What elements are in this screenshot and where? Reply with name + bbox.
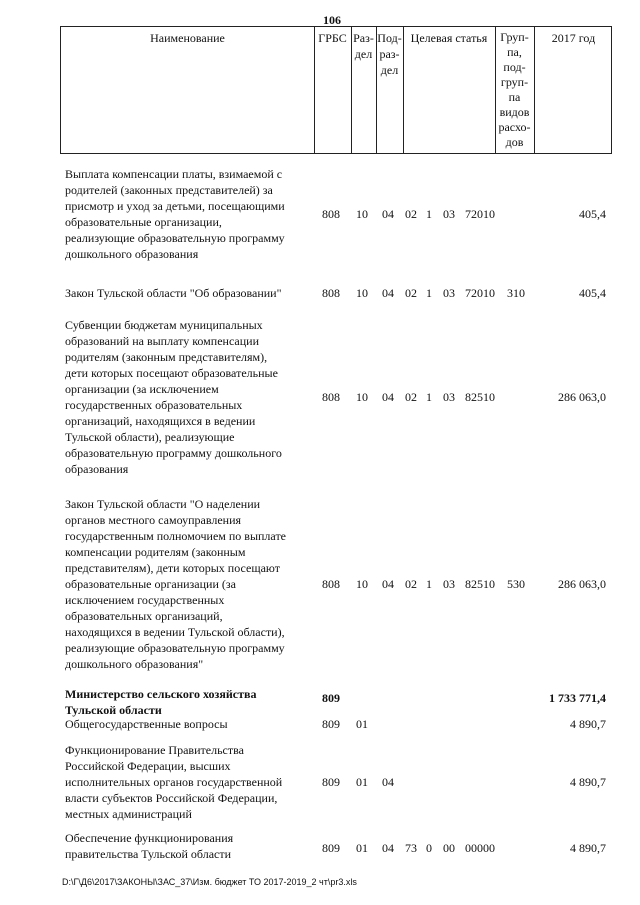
row-name-line: образовательную программу дошкольного [65,446,282,460]
row-cell-cs2: 1 [426,577,432,591]
row-name-line: государственных образовательных [65,398,243,412]
row-name-line: находящихся в ведении Тульской области), [65,625,285,639]
row-cell-cs3: 03 [443,390,455,404]
row-name-line: присмотр и уход за детьми, посещающими [65,199,285,213]
page-number: 106 [323,13,341,27]
row-cell-cs4: 00000 [465,841,495,855]
row-name-line: дошкольного образования [65,247,199,261]
row-cell-pr: 04 [382,286,394,300]
row-cell-vr: 310 [507,286,525,300]
row-cell-pr: 04 [382,841,394,855]
row-name-line: реализующие образовательную программу [65,231,285,245]
row-name [65,686,345,718]
row-cell-cs1: 02 [405,390,417,404]
header-grbs: ГРБС [318,31,347,45]
row-cell-grbs: 809 [322,717,340,731]
row-name-line: местных администраций [65,807,192,821]
row-sum: 1 733 771,4 [549,691,606,705]
row-name-line: дети которых посещают образовательные [65,366,278,380]
row-cell-grbs: 809 [322,691,340,705]
row-name-line: родителям (законным представителям), [65,350,268,364]
row-name-line: Функционирование Правительства [65,743,244,757]
row-name-line: государственным полномочием по выплате [65,529,287,543]
row-name-line: образовательные организации, [65,215,222,229]
row-cell-cs4: 82510 [465,577,495,591]
row-name-line: организаций, находящихся в ведении [65,414,256,428]
row-cell-pr: 04 [382,577,394,591]
header-group: Груп- па, под- груп- па видов расхо- дов [498,30,531,149]
row-name [65,317,345,477]
row-cell-cs1: 02 [405,577,417,591]
row-name-line: Общегосударственные вопросы [65,717,228,731]
row-cell-cs3: 00 [443,841,455,855]
header-name: Наименование [150,31,225,45]
row-name-line: Закон Тульской области "Об образовании" [65,286,282,300]
row-cell-cs2: 1 [426,390,432,404]
row-cell-rz: 10 [356,207,368,221]
row-cell-pr: 04 [382,775,394,789]
row-sum: 405,4 [579,207,606,221]
footer-path: D:\Г\Д6\2017\ЗАКОНЫ\ЗАС_37\Изм. бюджет ТО 2017-2019_2 чт\pr3.xls [62,877,357,887]
row-cell-cs2: 1 [426,286,432,300]
row-name-line: власти субъектов Российской Федерации, [65,791,278,805]
row-name-line: образований на выплату компенсации [65,334,260,348]
row-name-line: исполнительных органов государственной [65,775,283,789]
row-cell-cs2: 0 [426,841,432,855]
row-name-line: Российской Федерации, высших [65,759,231,773]
row-cell-grbs: 808 [322,286,340,300]
row-cell-cs3: 03 [443,577,455,591]
row-cell-pr: 04 [382,390,394,404]
row-name-line: Тульской области [65,703,162,717]
row-name-line: компенсации родителям (законным [65,545,246,559]
row-cell-rz: 01 [356,841,368,855]
row-cell-cs2: 1 [426,207,432,221]
row-sum: 4 890,7 [570,775,606,789]
header-razdel: Раз- дел [353,31,374,61]
row-cell-cs1: 02 [405,207,417,221]
row-cell-rz: 01 [356,775,368,789]
row-name-line: образовательные организации (за [65,577,236,591]
row-name-line: образовательных организаций, [65,609,223,623]
row-name-line: родителей (законных представителей) за [65,183,273,197]
header-podrazdel: Под- раз- дел [377,31,402,77]
row-name-line: Обеспечение функционирования [65,831,234,845]
row-cell-cs4: 82510 [465,390,495,404]
row-cell-rz: 10 [356,286,368,300]
row-name-line: организации (за исключением [65,382,219,396]
row-cell-grbs: 808 [322,390,340,404]
row-name [65,166,345,262]
row-cell-grbs: 809 [322,775,340,789]
header-target: Целевая статья [410,31,488,45]
row-cell-rz: 10 [356,390,368,404]
row-cell-pr: 04 [382,207,394,221]
row-name-line: правительства Тульской области [65,847,232,861]
row-name [65,742,345,822]
row-name [65,496,345,672]
row-sum: 405,4 [579,286,606,300]
row-cell-cs1: 02 [405,286,417,300]
row-name-line: Министерство сельского хозяйства [65,687,257,701]
row-cell-cs4: 72010 [465,207,495,221]
row-name-line: образования [65,462,129,476]
row-name-line: органов местного самоуправления [65,513,242,527]
row-cell-cs4: 72010 [465,286,495,300]
row-sum: 4 890,7 [570,841,606,855]
row-name-line: Закон Тульской области "О наделении [65,497,261,511]
row-cell-vr: 530 [507,577,525,591]
row-cell-grbs: 808 [322,577,340,591]
row-name-line: реализующие образовательную программу [65,641,285,655]
row-cell-rz: 01 [356,717,368,731]
row-name [65,716,345,732]
row-sum: 4 890,7 [570,717,606,731]
row-cell-grbs: 809 [322,841,340,855]
row-cell-rz: 10 [356,577,368,591]
row-cell-cs3: 03 [443,207,455,221]
row-sum: 286 063,0 [558,390,606,404]
row-name-line: Выплата компенсации платы, взимаемой с [65,167,283,181]
row-name-line: представителям), дети которых посещают [65,561,280,575]
table-header [60,26,612,154]
row-cell-grbs: 808 [322,207,340,221]
header-year: 2017 год [551,31,596,45]
row-name-line: Тульской области), реализующие [65,430,235,444]
row-cell-cs1: 73 [405,841,417,855]
row-name [65,830,345,862]
row-cell-cs3: 03 [443,286,455,300]
row-sum: 286 063,0 [558,577,606,591]
row-name-line: Субвенции бюджетам муниципальных [65,318,263,332]
row-name-line: исключением государственных [65,593,225,607]
row-name-line: дошкольного образования" [65,657,204,671]
row-name [65,285,345,301]
